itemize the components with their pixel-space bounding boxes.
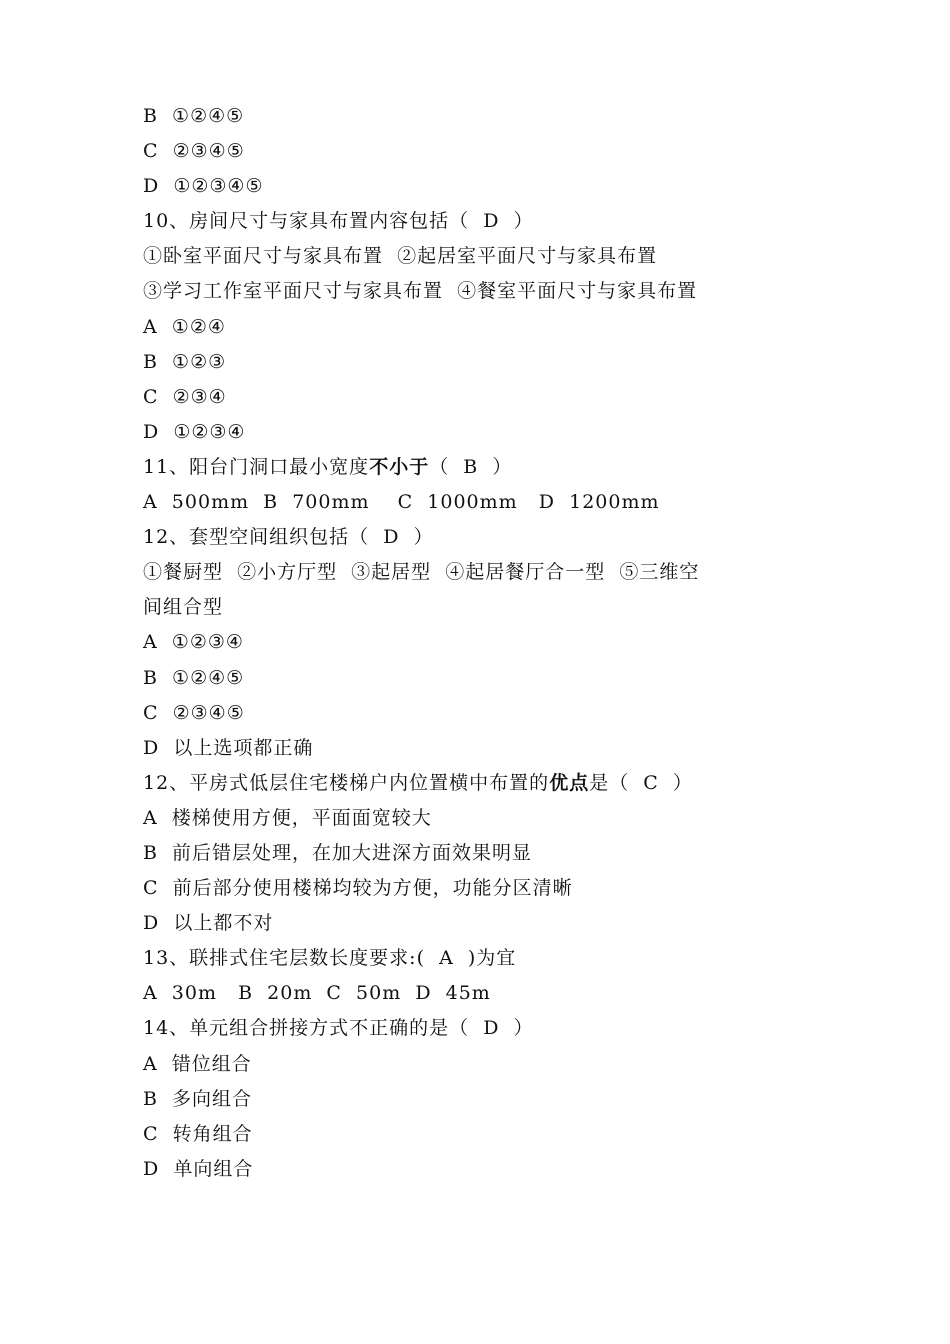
question-12b-emphasis: 优点 (549, 771, 590, 794)
question-12b-answer: 是（ C ） (589, 771, 693, 794)
question-11-answer: （ B ） (429, 455, 513, 478)
question-13-options: A 30m B 20m C 50m D 45m (143, 982, 491, 1005)
question-11 (143, 450, 823, 485)
option-line: D ①②③④ (143, 420, 246, 443)
option-line: A ①②④ (143, 315, 226, 338)
option-line: D 以上选项都正确 (143, 736, 314, 759)
question-12b (143, 766, 823, 801)
option-line: B 多向组合 (143, 1087, 253, 1110)
option-line: B ①②③ (143, 350, 227, 373)
option-line: B 前后错层处理，在加大进深方面效果明显 (143, 841, 533, 864)
question-10-item-line: ①卧室平面尺寸与家具布置 ②起居室平面尺寸与家具布置 (143, 245, 658, 268)
question-14: 14、单元组合拼接方式不正确的是（ D ） (143, 1017, 534, 1040)
option-line: A 错位组合 (143, 1052, 252, 1075)
option-line: C 转角组合 (143, 1122, 253, 1145)
option-line: C ②③④⑤ (143, 701, 245, 724)
option-line: C 前后部分使用楼梯均较为方便，功能分区清晰 (143, 877, 573, 900)
question-13: 13、联排式住宅层数长度要求:( A )为宜 (143, 947, 517, 970)
option-line: C ②③④⑤ (143, 140, 245, 163)
question-12b-text: 12、平房式低层住宅楼梯户内位置横中布置的 (143, 771, 550, 794)
option-line: A ①②③④ (143, 631, 244, 654)
option-line: B ①②④⑤ (143, 666, 245, 689)
question-12-item-line: ①餐厨型 ②小方厅型 ③起居型 ④起居餐厅合一型 ⑤三维空 (143, 561, 700, 584)
option-line: D 以上都不对 (143, 912, 274, 935)
question-10: 10、房间尺寸与家具布置内容包括（ D ） (143, 210, 534, 233)
question-11-text: 11、阳台门洞口最小宽度 (143, 455, 370, 478)
question-11-emphasis: 不小于 (369, 455, 430, 478)
option-line: C ②③④ (143, 385, 227, 408)
document-content (143, 99, 823, 1187)
option-line: D 单向组合 (143, 1157, 254, 1180)
option-line: A 楼梯使用方便，平面面宽较大 (143, 806, 432, 829)
option-line: B ①②④⑤ (143, 105, 245, 127)
option-line: D ①②③④⑤ (143, 175, 264, 198)
question-12-item-line: 间组合型 (143, 596, 224, 619)
question-11-options: A 500mm B 700mm C 1000mm D 1200mm (143, 491, 660, 514)
question-12: 12、套型空间组织包括（ D ） (143, 526, 434, 549)
question-10-item-line: ③学习工作室平面尺寸与家具布置 ④餐室平面尺寸与家具布置 (143, 280, 698, 303)
